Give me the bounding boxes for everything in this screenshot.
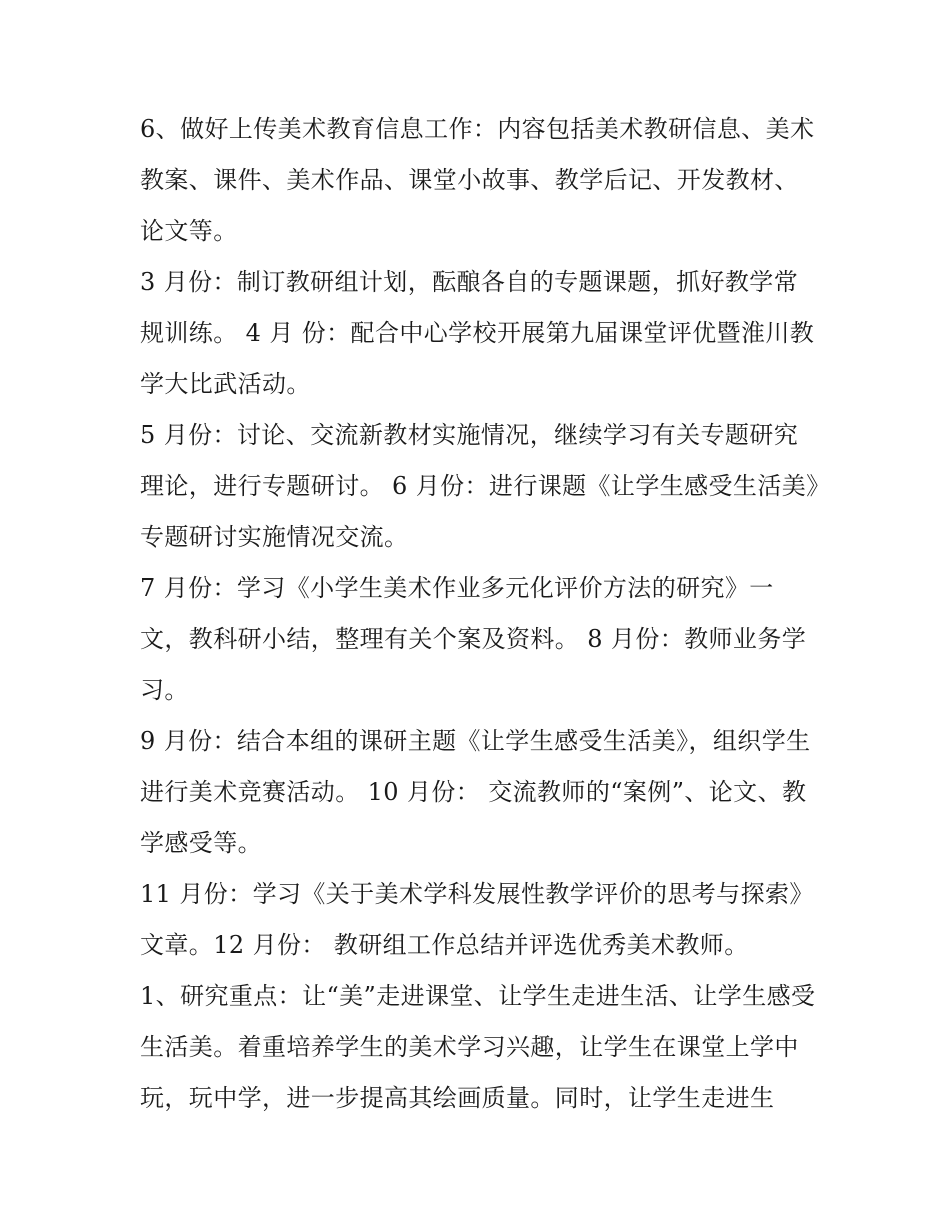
paragraph-march-april: 3 月份：制订教研组计划，酝酿各自的专题课题，抓好教学常规训练。 4 月 份：配合中心学校开展第九届课堂评优暨淮川教学大比武活动。 xyxy=(140,268,815,398)
paragraph-info-upload: 6、做好上传美术教育信息工作：内容包括美术教研信息、美术教案、课件、美术作品、课堂小故事、教学后记、开发教材、论文等。 xyxy=(140,115,815,245)
paragraph-research-focus: 1、研究重点：让“美”走进课堂、让学生走进生活、让学生感受生活美。着重培养学生的美术学习兴趣，让学生在课堂上学中玩，玩中学，进一步提高其绘画质量。同时，让学生走进生 xyxy=(140,982,816,1112)
document-body xyxy=(140,104,820,1124)
paragraph-may-june: 5 月份：讨论、交流新教材实施情况，继续学习有关专题研究理论，进行专题研讨。 6 月份：进行课题《让学生感受生活美》专题研讨实施情况交流。 xyxy=(140,421,819,551)
paragraph-november-december: 11 月份：学习《关于美术学科发展性教学评价的思考与探索》文章。12 月份： 教研组工作总结并评选优秀美术教师。 xyxy=(140,880,814,959)
paragraph-july-august: 7 月份：学习《小学生美术作业多元化评价方法的研究》一文，教科研小结，整理有关个案及资料。 8 月份：教师业务学习。 xyxy=(140,574,807,704)
paragraph-september-october: 9 月份：结合本组的课研主题《让学生感受生活美》，组织学生进行美术竞赛活动。 10 月份： 交流教师的“案例”、论文、教学感受等。 xyxy=(140,727,811,857)
